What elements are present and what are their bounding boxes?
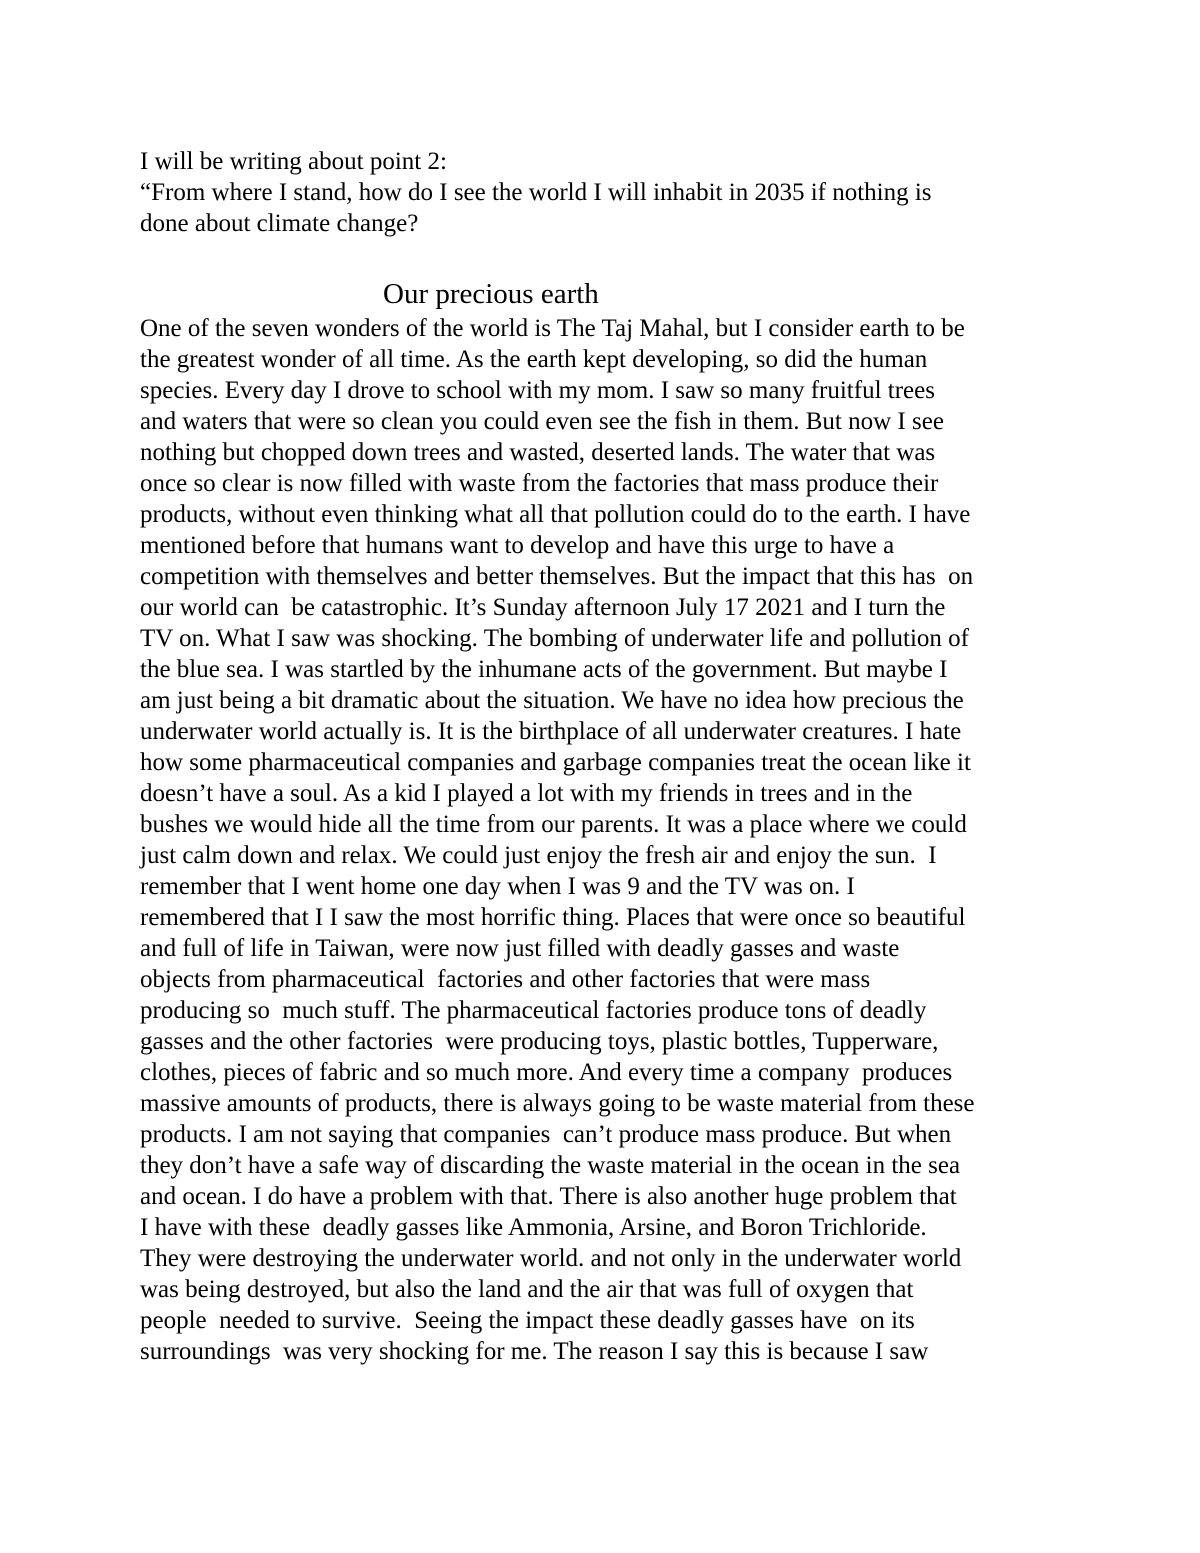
body-line: clothes, pieces of fabric and so much more. And every time a company produces [140,1059,953,1086]
body-line: nothing but chopped down trees and wasted, deserted lands. The water that was [140,439,936,466]
body-line: bushes we would hide all the time from our parents. It was a place where we could [140,811,967,838]
intro-line: I will be writing about point 2: [140,148,447,175]
body-line: and ocean. I do have a problem with that. There is also another huge problem that [140,1183,957,1210]
body-line: They were destroying the underwater world. and not only in the underwater world [140,1245,962,1272]
body-line: and full of life in Taiwan, were now just filled with deadly gasses and waste [140,935,900,962]
body-line: products. I am not saying that companies can’t produce mass produce. But when [140,1121,952,1148]
body-line: I have with these deadly gasses like Ammonia, Arsine, and Boron Trichloride. [140,1214,927,1241]
body-line: competition with themselves and better themselves. But the impact that this has on [140,563,974,590]
body-line: massive amounts of products, there is always going to be waste material from these [140,1090,975,1117]
body-line: objects from pharmaceutical factories and other factories that were mass [140,966,871,993]
intro-paragraph [140,146,1100,239]
body-line: the blue sea. I was startled by the inhumane acts of the government. But maybe I [140,656,948,683]
body-line: TV on. What I saw was shocking. The bombing of underwater life and pollution of [140,625,970,652]
body-line: once so clear is now filled with waste from the factories that mass produce their [140,470,939,497]
body-line: mentioned before that humans want to develop and have this urge to have a [140,532,895,559]
body-line: was being destroyed, but also the land and the air that was full of oxygen that [140,1276,914,1303]
body-line: they don’t have a safe way of discarding the waste material in the ocean in the sea [140,1152,961,1179]
body-line: surroundings was very shocking for me. The reason I say this is because I saw [140,1338,929,1365]
body-line: our world can be catastrophic. It’s Sunday afternoon July 17 2021 and I turn the [140,594,946,621]
body-line: just calm down and relax. We could just enjoy the fresh air and enjoy the sun. I [140,842,937,869]
body-line: underwater world actually is. It is the birthplace of all underwater creatures. I hate [140,718,962,745]
essay-title: Our precious earth [383,278,599,310]
body-line: species. Every day I drove to school with my mom. I saw so many fruitful trees [140,377,935,404]
body-line: remembered that I I saw the most horrific thing. Places that were once so beautiful [140,904,966,931]
body-line: gasses and the other factories were producing toys, plastic bottles, Tupperware, [140,1028,939,1055]
intro-line: done about climate change? [140,210,419,237]
intro-line: “From where I stand, how do I see the world I will inhabit in 2035 if nothing is [140,179,932,206]
body-line: people needed to survive. Seeing the impact these deadly gasses have on its [140,1307,915,1334]
body-line: and waters that were so clean you could even see the fish in them. But now I see [140,408,944,435]
body-line: producing so much stuff. The pharmaceutical factories produce tons of deadly [140,997,927,1024]
body-line: One of the seven wonders of the world is The Taj Mahal, but I consider earth to be [140,315,965,342]
body-line: how some pharmaceutical companies and garbage companies treat the ocean like it [140,749,971,776]
body-line: products, without even thinking what all that pollution could do to the earth. I have [140,501,971,528]
body-line: am just being a bit dramatic about the situation. We have no idea how precious the [140,687,964,714]
body-line: remember that I went home one day when I was 9 and the TV was on. I [140,873,855,900]
body-line: the greatest wonder of all time. As the earth kept developing, so did the human [140,346,928,373]
essay-body [140,313,1100,1367]
body-line: doesn’t have a soul. As a kid I played a lot with my friends in trees and in the [140,780,913,807]
